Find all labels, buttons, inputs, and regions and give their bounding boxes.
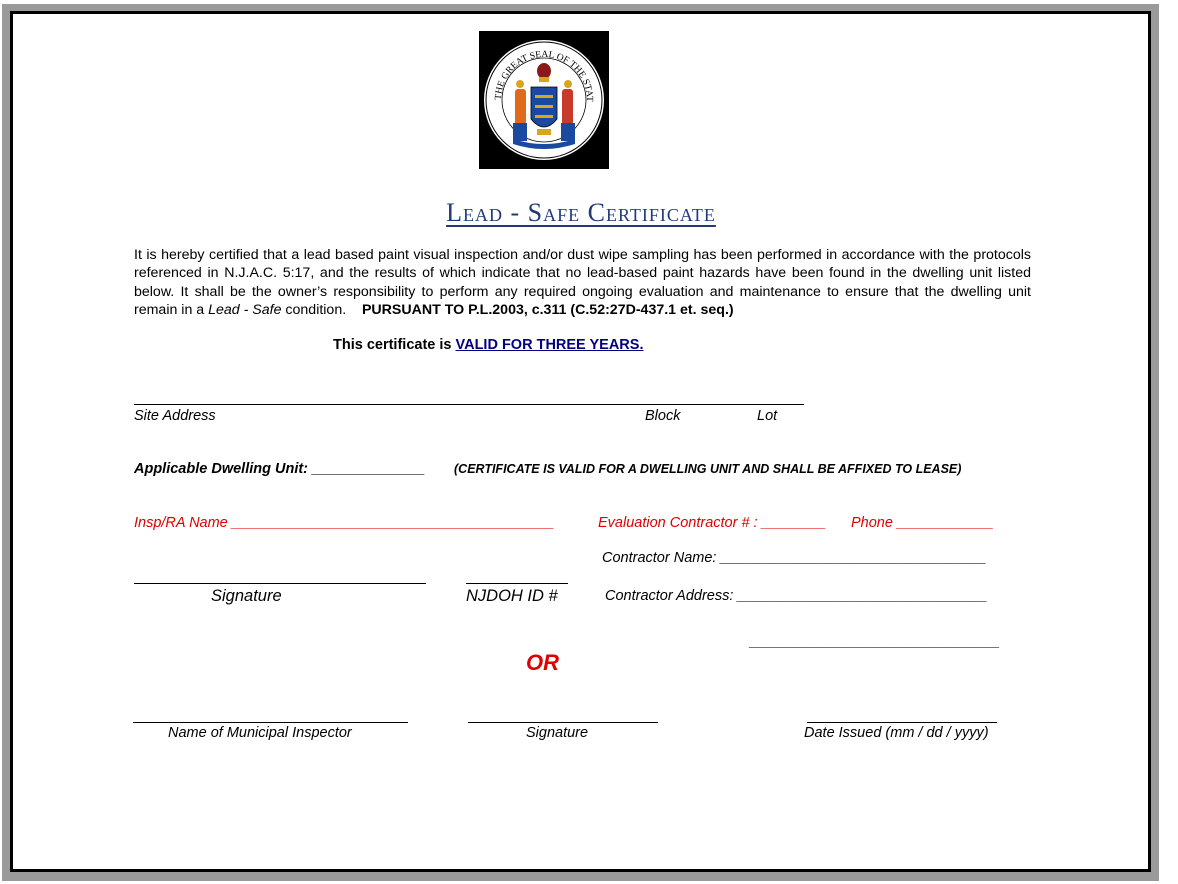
site-address-label: Site Address xyxy=(134,408,216,424)
seal-emblem-icon xyxy=(479,31,609,169)
paragraph-italic: Lead - Safe xyxy=(208,301,282,318)
svg-text:THE GREAT SEAL OF THE STATE OF: THE GREAT SEAL OF THE STAT xyxy=(493,49,595,103)
date-issued-label: Date Issued (mm / dd / yyyy) xyxy=(804,725,989,741)
njdoh-id-label: NJDOH ID # xyxy=(466,587,558,605)
njdoh-id-line[interactable] xyxy=(466,583,568,584)
contractor-address-line-2[interactable]: _______________________________ xyxy=(750,634,1000,650)
lot-label: Lot xyxy=(757,408,778,424)
dwelling-unit-field[interactable]: Applicable Dwelling Unit: ______________ xyxy=(134,461,425,477)
block-label: Block xyxy=(645,408,681,424)
municipal-signature-line[interactable] xyxy=(468,722,658,723)
municipal-inspector-line[interactable] xyxy=(133,722,408,723)
dwelling-unit-note: (CERTIFICATE IS VALID FOR A DWELLING UNIT AND SHALL BE AFFIXED TO LEASE) xyxy=(454,462,962,476)
paragraph-main: It is hereby certified that a lead based paint visual inspection and/or dust wipe sampling has been performed in accordance with the protocols referenced in N.J.A.C. 5:17, and the results of which indicate that no lead-based paint hazards have been found in the dwelling unit listed below. It shall be the owner’s responsibility to perform any required ongoing evaluation and maintenance to ensure that the dwelling unit remain in a xyxy=(134,247,1031,318)
paragraph-tail: condition. xyxy=(281,301,347,318)
or-separator: OR xyxy=(526,650,559,675)
date-issued-line[interactable] xyxy=(807,722,997,723)
signature-line[interactable] xyxy=(134,583,426,584)
evaluation-contractor-field[interactable]: Evaluation Contractor # : ________ xyxy=(598,515,827,531)
validity-statement xyxy=(333,337,643,353)
state-seal xyxy=(479,31,609,169)
municipal-signature-label: Signature xyxy=(526,725,589,741)
contractor-name-field[interactable]: Contractor Name: _________________________________ xyxy=(602,550,987,566)
contractor-address-field[interactable]: Contractor Address: _______________________________ xyxy=(605,588,988,604)
signature-label: Signature xyxy=(211,587,282,605)
site-address-line[interactable] xyxy=(134,404,804,405)
validity-link[interactable]: VALID FOR THREE YEARS. xyxy=(455,337,644,353)
certificate-title: Lead - Safe Certificate xyxy=(446,198,716,227)
validity-prefix: This certificate is xyxy=(333,337,456,353)
municipal-inspector-label: Name of Municipal Inspector xyxy=(168,725,352,741)
pursuant-statute: PURSUANT TO P.L.2003, c.311 (C.52:27D-437.1 et. seq.) xyxy=(361,301,734,318)
phone-field[interactable]: Phone ____________ xyxy=(851,515,994,531)
insp-ra-name-field[interactable]: Insp/RA Name ________________________________________ xyxy=(134,515,555,531)
certification-paragraph xyxy=(134,246,1031,319)
